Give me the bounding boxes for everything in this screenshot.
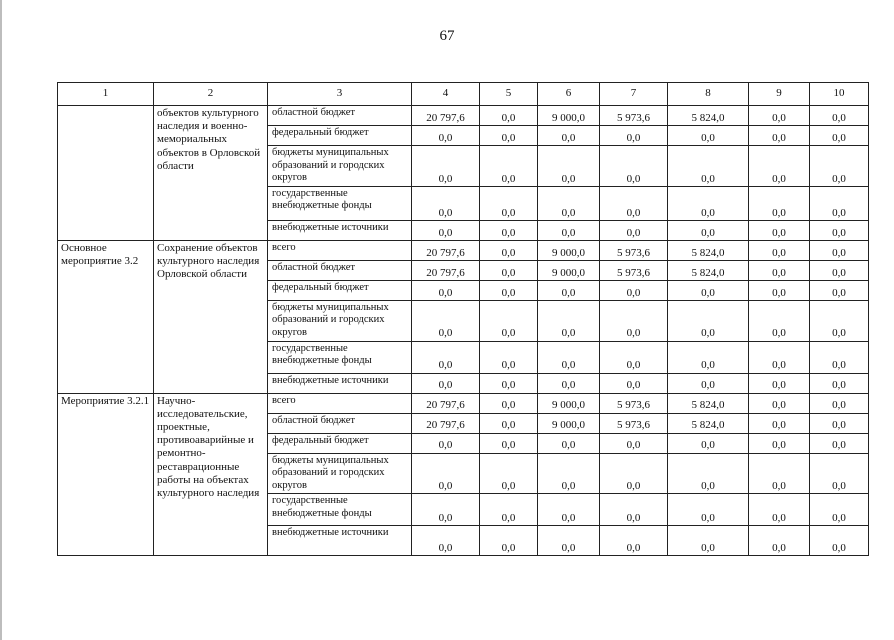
amount-cell: 0,0 [538, 300, 600, 341]
activity-name-cell: объектов культурного наследия и военно-мемориальных объектов в Орловской области [154, 106, 268, 241]
funding-source-cell: внебюджетные источники [268, 373, 412, 393]
amount-cell: 0,0 [412, 373, 480, 393]
table-row [58, 393, 869, 413]
amount-cell: 9 000,0 [538, 240, 600, 260]
amount-cell: 0,0 [480, 106, 538, 126]
amount-cell: 0,0 [412, 494, 480, 526]
funding-source-cell: государственные внебюджетные фонды [268, 341, 412, 373]
amount-cell: 20 797,6 [412, 393, 480, 413]
amount-cell: 0,0 [538, 433, 600, 453]
amount-cell: 0,0 [600, 341, 668, 373]
amount-cell: 0,0 [810, 240, 869, 260]
amount-cell: 5 824,0 [668, 260, 749, 280]
amount-cell: 0,0 [668, 453, 749, 494]
amount-cell: 0,0 [810, 393, 869, 413]
amount-cell: 0,0 [749, 106, 810, 126]
amount-cell: 9 000,0 [538, 413, 600, 433]
amount-cell: 0,0 [810, 526, 869, 556]
funding-source-cell: федеральный бюджет [268, 126, 412, 146]
header-cell: 7 [600, 83, 668, 106]
amount-cell: 0,0 [749, 373, 810, 393]
amount-cell: 0,0 [600, 453, 668, 494]
amount-cell: 0,0 [749, 300, 810, 341]
amount-cell: 0,0 [480, 433, 538, 453]
amount-cell: 0,0 [749, 526, 810, 556]
funding-source-cell: государственные внебюджетные фонды [268, 494, 412, 526]
amount-cell: 0,0 [480, 300, 538, 341]
amount-cell: 5 824,0 [668, 240, 749, 260]
amount-cell: 0,0 [600, 146, 668, 187]
table-row [58, 240, 869, 260]
amount-cell: 0,0 [668, 126, 749, 146]
amount-cell: 0,0 [810, 453, 869, 494]
activity-name-cell: Сохранение объектов культурного наследия Орловской области [154, 240, 268, 393]
funding-source-cell: всего [268, 240, 412, 260]
activity-name-cell: Научно-исследовательские, проектные, противоаварийные и ремонтно-реставрационные работы на объектах культурного наследия [154, 393, 268, 556]
amount-cell: 0,0 [749, 341, 810, 373]
amount-cell: 0,0 [810, 433, 869, 453]
page-edge [0, 0, 2, 640]
amount-cell: 0,0 [600, 300, 668, 341]
funding-source-cell: всего [268, 393, 412, 413]
amount-cell: 0,0 [749, 260, 810, 280]
activity-code-cell: Мероприятие 3.2.1 [58, 393, 154, 556]
amount-cell: 9 000,0 [538, 393, 600, 413]
amount-cell: 0,0 [810, 220, 869, 240]
amount-cell: 0,0 [412, 280, 480, 300]
amount-cell: 0,0 [810, 186, 869, 220]
amount-cell: 5 973,6 [600, 260, 668, 280]
amount-cell: 0,0 [749, 453, 810, 494]
amount-cell: 0,0 [749, 186, 810, 220]
amount-cell: 5 824,0 [668, 393, 749, 413]
amount-cell: 0,0 [749, 240, 810, 260]
amount-cell: 0,0 [412, 146, 480, 187]
funding-source-cell: федеральный бюджет [268, 433, 412, 453]
amount-cell: 0,0 [749, 126, 810, 146]
amount-cell: 0,0 [749, 220, 810, 240]
amount-cell: 0,0 [668, 280, 749, 300]
amount-cell: 0,0 [749, 280, 810, 300]
amount-cell: 5 973,6 [600, 106, 668, 126]
funding-source-cell: федеральный бюджет [268, 280, 412, 300]
amount-cell: 0,0 [600, 186, 668, 220]
amount-cell: 0,0 [538, 126, 600, 146]
amount-cell: 0,0 [749, 146, 810, 187]
amount-cell: 0,0 [480, 494, 538, 526]
amount-cell: 0,0 [810, 341, 869, 373]
amount-cell: 5 973,6 [600, 413, 668, 433]
amount-cell: 0,0 [810, 126, 869, 146]
amount-cell: 0,0 [749, 393, 810, 413]
amount-cell: 0,0 [600, 126, 668, 146]
amount-cell: 0,0 [480, 413, 538, 433]
amount-cell: 0,0 [538, 280, 600, 300]
amount-cell: 0,0 [412, 341, 480, 373]
amount-cell: 0,0 [480, 220, 538, 240]
funding-source-cell: бюджеты муниципальных образований и городских округов [268, 146, 412, 187]
amount-cell: 0,0 [600, 494, 668, 526]
amount-cell: 0,0 [810, 146, 869, 187]
amount-cell: 0,0 [480, 373, 538, 393]
amount-cell: 0,0 [538, 526, 600, 556]
amount-cell: 0,0 [538, 373, 600, 393]
amount-cell: 5 824,0 [668, 413, 749, 433]
page-number: 67 [439, 28, 455, 44]
amount-cell: 0,0 [538, 146, 600, 187]
amount-cell: 0,0 [668, 526, 749, 556]
amount-cell: 5 973,6 [600, 240, 668, 260]
amount-cell: 20 797,6 [412, 413, 480, 433]
amount-cell: 0,0 [412, 433, 480, 453]
amount-cell: 0,0 [600, 220, 668, 240]
amount-cell: 0,0 [480, 186, 538, 220]
amount-cell: 20 797,6 [412, 106, 480, 126]
funding-source-cell: областной бюджет [268, 260, 412, 280]
amount-cell: 9 000,0 [538, 106, 600, 126]
amount-cell: 20 797,6 [412, 260, 480, 280]
amount-cell: 0,0 [480, 341, 538, 373]
amount-cell: 0,0 [480, 453, 538, 494]
funding-source-cell: бюджеты муниципальных образований и городских округов [268, 300, 412, 341]
amount-cell: 0,0 [600, 433, 668, 453]
table-row [58, 106, 869, 126]
amount-cell: 0,0 [810, 300, 869, 341]
amount-cell: 0,0 [600, 280, 668, 300]
amount-cell: 0,0 [668, 300, 749, 341]
amount-cell: 0,0 [749, 413, 810, 433]
header-cell: 4 [412, 83, 480, 106]
amount-cell: 0,0 [810, 494, 869, 526]
amount-cell: 0,0 [412, 453, 480, 494]
amount-cell: 0,0 [810, 280, 869, 300]
funding-source-cell: внебюджетные источники [268, 526, 412, 556]
header-cell: 3 [268, 83, 412, 106]
amount-cell: 5 973,6 [600, 393, 668, 413]
budget-table [57, 82, 869, 556]
amount-cell: 0,0 [480, 260, 538, 280]
activity-code-cell [58, 106, 154, 241]
amount-cell: 0,0 [600, 373, 668, 393]
amount-cell: 0,0 [668, 146, 749, 187]
activity-code-cell: Основное мероприятие 3.2 [58, 240, 154, 393]
amount-cell: 0,0 [538, 186, 600, 220]
amount-cell: 9 000,0 [538, 260, 600, 280]
amount-cell: 0,0 [668, 494, 749, 526]
amount-cell: 20 797,6 [412, 240, 480, 260]
amount-cell: 0,0 [538, 341, 600, 373]
amount-cell: 0,0 [668, 433, 749, 453]
amount-cell: 0,0 [412, 126, 480, 146]
amount-cell: 0,0 [480, 526, 538, 556]
header-cell: 6 [538, 83, 600, 106]
amount-cell: 0,0 [480, 146, 538, 187]
amount-cell: 0,0 [480, 126, 538, 146]
funding-source-cell: внебюджетные источники [268, 220, 412, 240]
header-cell: 10 [810, 83, 869, 106]
amount-cell: 0,0 [600, 526, 668, 556]
funding-source-cell: областной бюджет [268, 413, 412, 433]
amount-cell: 0,0 [412, 186, 480, 220]
amount-cell: 0,0 [480, 280, 538, 300]
amount-cell: 5 824,0 [668, 106, 749, 126]
amount-cell: 0,0 [810, 260, 869, 280]
amount-cell: 0,0 [412, 300, 480, 341]
amount-cell: 0,0 [538, 220, 600, 240]
amount-cell: 0,0 [668, 186, 749, 220]
amount-cell: 0,0 [412, 220, 480, 240]
amount-cell: 0,0 [749, 433, 810, 453]
header-cell: 9 [749, 83, 810, 106]
amount-cell: 0,0 [668, 373, 749, 393]
header-cell: 1 [58, 83, 154, 106]
header-cell: 2 [154, 83, 268, 106]
amount-cell: 0,0 [810, 373, 869, 393]
header-cell: 5 [480, 83, 538, 106]
amount-cell: 0,0 [810, 413, 869, 433]
amount-cell: 0,0 [749, 494, 810, 526]
funding-source-cell: областной бюджет [268, 106, 412, 126]
amount-cell: 0,0 [668, 220, 749, 240]
amount-cell: 0,0 [538, 453, 600, 494]
amount-cell: 0,0 [668, 341, 749, 373]
amount-cell: 0,0 [538, 494, 600, 526]
funding-source-cell: бюджеты муниципальных образований и городских округов [268, 453, 412, 494]
funding-source-cell: государственные внебюджетные фонды [268, 186, 412, 220]
header-row [58, 83, 869, 106]
amount-cell: 0,0 [412, 526, 480, 556]
header-cell: 8 [668, 83, 749, 106]
amount-cell: 0,0 [480, 240, 538, 260]
amount-cell: 0,0 [810, 106, 869, 126]
amount-cell: 0,0 [480, 393, 538, 413]
